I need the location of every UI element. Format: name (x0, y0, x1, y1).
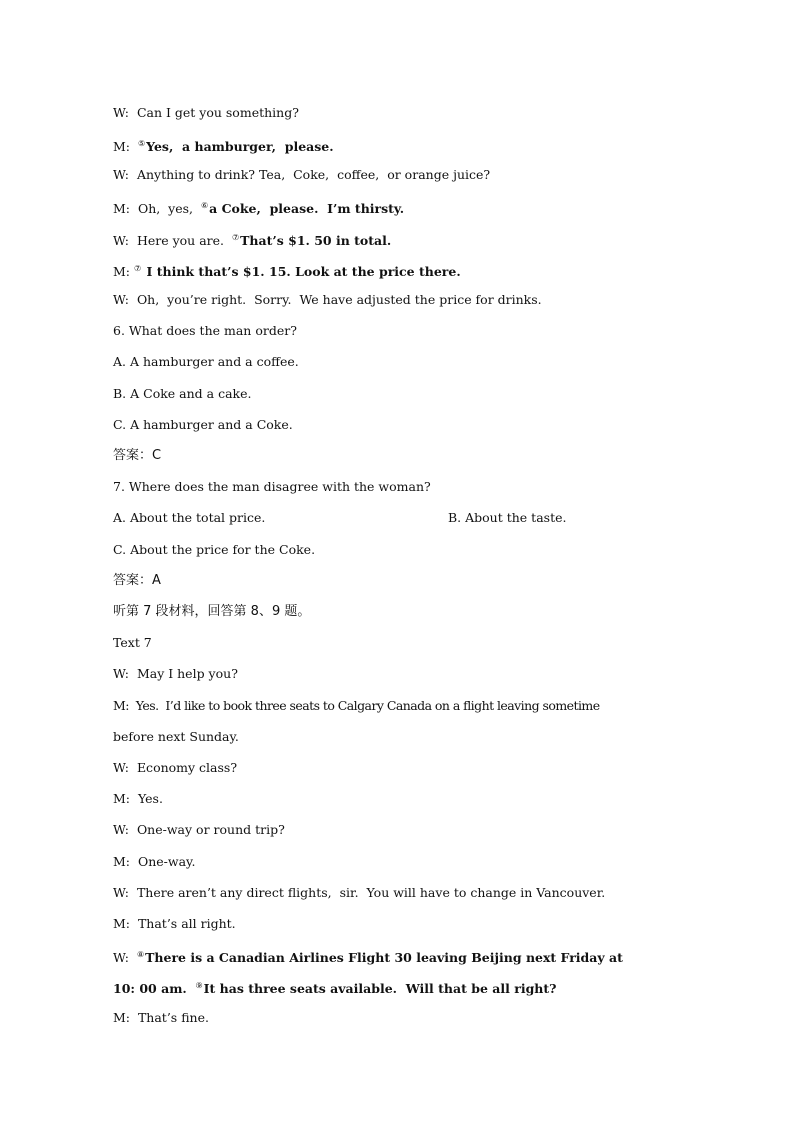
dialogue-line: M: One-way. (113, 854, 196, 869)
circled-marker: ⑥ (200, 201, 209, 210)
dialogue-line: W: Oh, you’re right. Sorry. We have adjusted the price for drinks. (113, 292, 542, 307)
text-label: Text 7 (113, 635, 152, 650)
q6-answer: 答案：C (113, 448, 162, 463)
dialogue-line: M: That’s fine. (113, 1010, 209, 1025)
dialogue-line: W: May I help you? (113, 666, 238, 681)
q6-option-a: A. A hamburger and a coffee. (113, 354, 299, 369)
q7-answer: 答案：A (113, 573, 161, 588)
dialogue-line: W: There aren’t any direct flights, sir. You will have to change in Vancouver. (113, 885, 606, 900)
circled-marker: ⑧ (136, 950, 145, 959)
highlighted-answer: That’s $1. 50 in total. (240, 233, 392, 248)
q7-option-a: A. About the total price. (113, 510, 266, 525)
section-instruction: 听第 7 段材料，回答第 8、9 题。 (113, 604, 311, 619)
dialogue-line: W: Here you are. ⑦That’s $1. 50 in total. (113, 233, 392, 248)
q7-option-c: C. About the price for the Coke. (113, 542, 316, 557)
q6-option-c: C. A hamburger and a Coke. (113, 417, 293, 432)
q6-option-b: B. A Coke and a cake. (113, 386, 252, 401)
highlighted-answer: a Coke, please. I’m thirsty. (209, 201, 405, 216)
circled-marker: ⑦ (134, 264, 142, 273)
dialogue-line: M: That’s all right. (113, 916, 236, 931)
dialogue-line: W: One-way or round trip? (113, 822, 285, 837)
dialogue-line: M: Yes. I’d like to book three seats to Calgary Canada on a flight leaving sometime (113, 698, 600, 713)
highlighted-answer: I think that’s $1. 15. Look at the price there. (142, 264, 461, 279)
circled-marker: ⑤ (137, 139, 146, 148)
circled-marker: ⑨ (195, 981, 203, 990)
dialogue-line: W: ⑧There is a Canadian Airlines Flight 30 leaving Beijing next Friday at (113, 950, 623, 965)
circled-marker: ⑦ (231, 233, 240, 242)
highlighted-answer: There is a Canadian Airlines Flight 30 leaving Beijing next Friday at (145, 950, 623, 965)
dialogue-line: M: Yes. (113, 791, 163, 806)
question-7: 7. Where does the man disagree with the woman? (113, 479, 431, 494)
dialogue-line: W: Anything to drink? Tea, Coke, coffee, or orange juice? (113, 167, 491, 182)
highlighted-answer: Yes, a hamburger, please. (146, 139, 334, 154)
dialogue-line-continued: before next Sunday. (113, 729, 239, 744)
dialogue-line: M: ⑤Yes, a hamburger, please. (113, 139, 334, 154)
dialogue-line: M: Oh, yes, ⑥a Coke, please. I’m thirsty. (113, 201, 405, 216)
dialogue-line-continued: 10: 00 am. ⑨It has three seats available. Will that be all right? (113, 981, 557, 996)
q7-option-b: B. About the taste. (448, 510, 567, 525)
dialogue-line: W: Economy class? (113, 760, 238, 775)
dialogue-line: M: ⑦ I think that’s $1. 15. Look at the price there. (113, 264, 461, 279)
highlighted-answer: It has three seats available. Will that be all right? (203, 981, 557, 996)
dialogue-line: W: Can I get you something? (113, 105, 299, 120)
question-6: 6. What does the man order? (113, 323, 297, 338)
